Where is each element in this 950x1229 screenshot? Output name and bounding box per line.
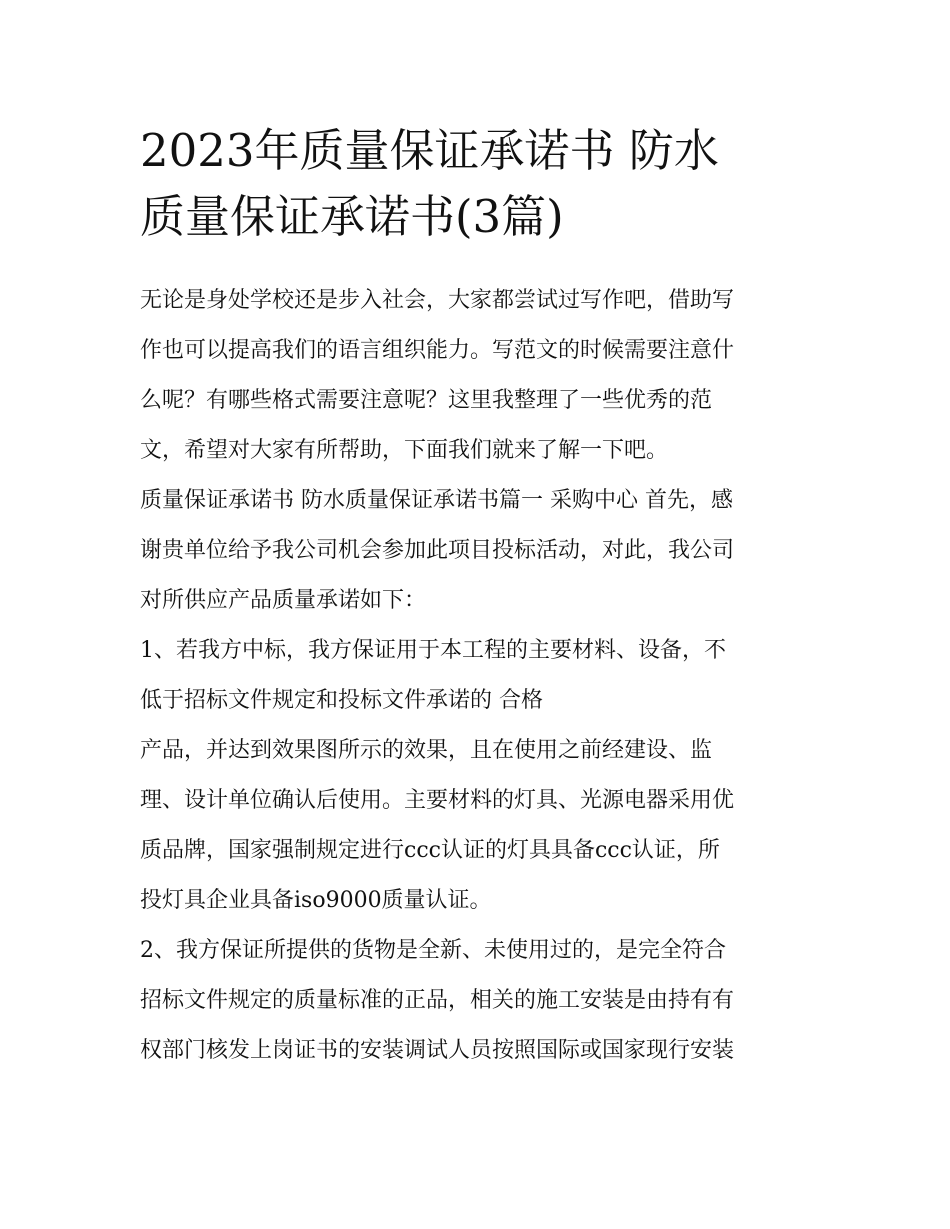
text-line: 无论是身处学校还是步入社会，大家都尝试过写作吧，借助写 xyxy=(140,288,735,313)
text-line: 低于招标文件规定和投标文件承诺的 合格 xyxy=(140,688,543,713)
text-line: 么呢？有哪些格式需要注意呢？这里我整理了一些优秀的范 xyxy=(140,388,713,413)
text-line: 理、设计单位确认后使用。主要材料的灯具、光源电器采用优 xyxy=(140,788,735,813)
text-line: 谢贵单位给予我公司机会参加此项目投标活动，对此，我公司 xyxy=(140,538,735,563)
text-line: 1、若我方中标，我方保证用于本工程的主要材料、设备，不 xyxy=(140,638,726,663)
text-line: 质量保证承诺书 防水质量保证承诺书篇一 采购中心 首先，感 xyxy=(140,488,733,513)
text-line: 产品，并达到效果图所示的效果，且在使用之前经建设、监 xyxy=(140,738,713,763)
text-line: 2、我方保证所提供的货物是全新、未使用过的，是完全符合 xyxy=(140,938,726,963)
paragraph-intro xyxy=(140,276,820,476)
title-line: 2023年质量保证承诺书 防水 xyxy=(140,124,719,177)
paragraph-item-1-continued xyxy=(140,726,820,926)
text-line: 招标文件规定的质量标准的正品，相关的施工安装是由持有有 xyxy=(140,988,735,1013)
text-line: 作也可以提高我们的语言组织能力。写范文的时候需要注意什 xyxy=(140,338,735,363)
text-line: 权部门核发上岗证书的安装调试人员按照国际或国家现行安装 xyxy=(140,1038,735,1063)
text-line: 文，希望对大家有所帮助，下面我们就来了解一下吧。 xyxy=(140,438,669,463)
text-line: 对所供应产品质量承诺如下： xyxy=(140,588,427,613)
text-line: 投灯具企业具备iso9000质量认证。 xyxy=(140,888,492,913)
document-body xyxy=(140,276,820,1076)
paragraph-item-1 xyxy=(140,626,820,726)
title-line: 质量保证承诺书(3篇) xyxy=(140,190,564,243)
document-title xyxy=(140,118,820,250)
text-line: 质品牌，国家强制规定进行ccc认证的灯具具备ccc认证，所 xyxy=(140,838,720,863)
paragraph-heading-one xyxy=(140,476,820,626)
paragraph-item-2 xyxy=(140,926,820,1076)
